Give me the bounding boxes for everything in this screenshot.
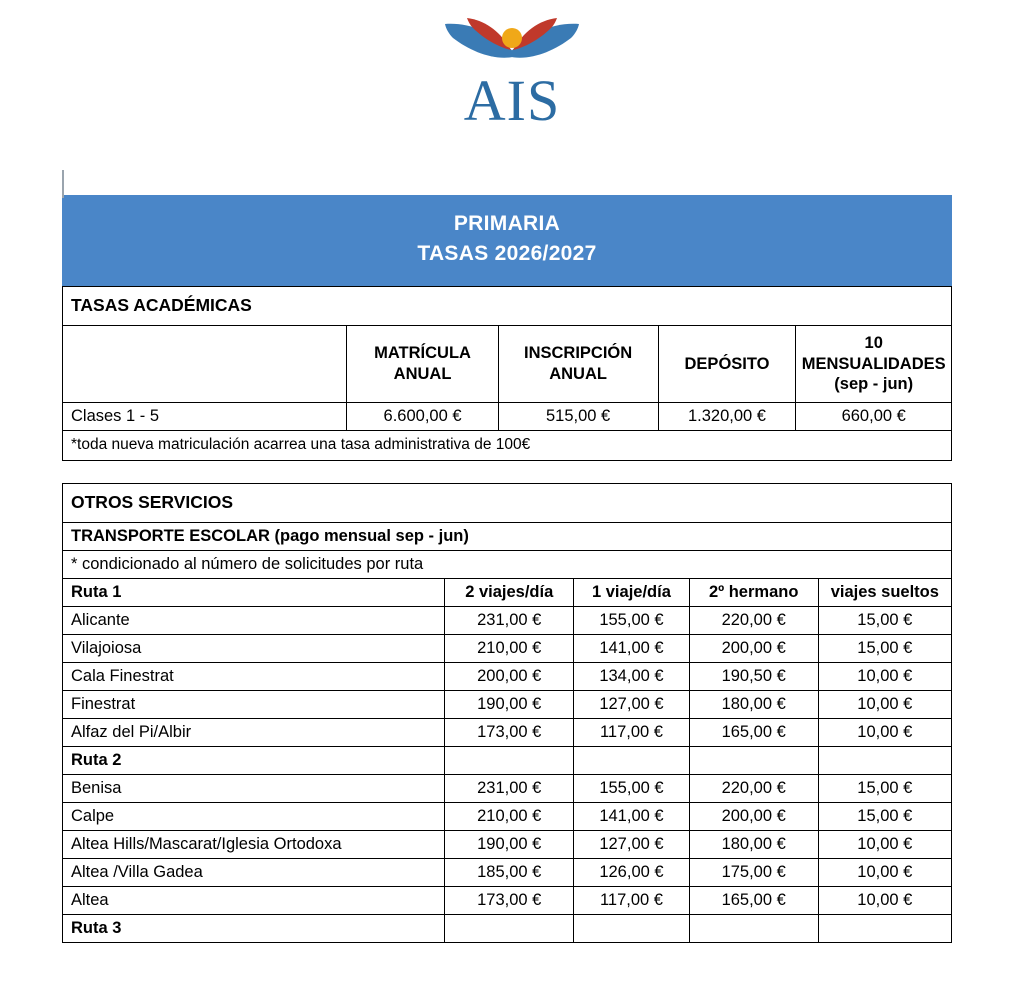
header-matricula-line1: MATRÍCULA xyxy=(374,344,471,363)
stop-price-sueltos: 15,00 € xyxy=(818,606,951,634)
stop-label: Benisa xyxy=(63,774,445,802)
route-header-row xyxy=(63,578,952,606)
document-content xyxy=(62,170,952,943)
banner-line-1: PRIMARIA xyxy=(453,212,561,235)
table-row xyxy=(63,774,952,802)
transport-note: * condicionado al número de solicitudes por ruta xyxy=(63,550,952,578)
stop-price-2viajes: 200,00 € xyxy=(445,662,574,690)
stop-price-hermano: 190,50 € xyxy=(689,662,818,690)
col-header-hermano: 2º hermano xyxy=(689,578,818,606)
col-header-sueltos: viajes sueltos xyxy=(818,578,951,606)
section-title-academicas: TASAS ACADÉMICAS xyxy=(63,286,952,325)
stop-price-sueltos: 15,00 € xyxy=(818,802,951,830)
stop-price-2viajes: 185,00 € xyxy=(445,858,574,886)
header-inscripcion-line1: INSCRIPCIÓN xyxy=(524,344,633,363)
section-title-servicios: OTROS SERVICIOS xyxy=(63,483,952,522)
stop-label: Vilajoiosa xyxy=(63,634,445,662)
stop-price-1viaje: 155,00 € xyxy=(574,606,690,634)
route-blank-cell xyxy=(574,914,690,942)
header-mensualidades-line3: (sep - jun) xyxy=(834,375,914,394)
stop-price-hermano: 220,00 € xyxy=(689,774,818,802)
stop-price-2viajes: 231,00 € xyxy=(445,606,574,634)
table-row xyxy=(63,286,952,325)
stop-price-2viajes: 173,00 € xyxy=(445,886,574,914)
cell-deposito: 1.320,00 € xyxy=(658,402,796,430)
stop-price-1viaje: 117,00 € xyxy=(574,886,690,914)
table-row xyxy=(63,402,952,430)
stop-price-1viaje: 155,00 € xyxy=(574,774,690,802)
table-row xyxy=(63,522,952,550)
stop-price-1viaje: 134,00 € xyxy=(574,662,690,690)
stop-price-2viajes: 231,00 € xyxy=(445,774,574,802)
stop-label: Alfaz del Pi/Albir xyxy=(63,718,445,746)
table-row xyxy=(63,662,952,690)
stop-price-1viaje: 117,00 € xyxy=(574,718,690,746)
cell-mensualidades: 660,00 € xyxy=(796,402,952,430)
stop-price-hermano: 180,00 € xyxy=(689,690,818,718)
note-academicas: *toda nueva matriculación acarrea una tasa administrativa de 100€ xyxy=(63,430,952,460)
stop-price-2viajes: 173,00 € xyxy=(445,718,574,746)
stop-price-sueltos: 10,00 € xyxy=(818,858,951,886)
stop-label: Altea /Villa Gadea xyxy=(63,858,445,886)
stop-price-2viajes: 210,00 € xyxy=(445,802,574,830)
banner-line-2: TASAS 2026/2027 xyxy=(417,242,597,266)
header-mensualidades-line1: 10 xyxy=(864,333,883,352)
route-name-2: Ruta 2 xyxy=(63,746,445,774)
table-row xyxy=(63,634,952,662)
stop-label: Finestrat xyxy=(63,690,445,718)
stop-price-sueltos: 10,00 € xyxy=(818,718,951,746)
stop-label: Calpe xyxy=(63,802,445,830)
header-inscripcion-line2: ANUAL xyxy=(549,364,607,383)
table-header-row xyxy=(63,325,952,402)
stop-price-hermano: 200,00 € xyxy=(689,802,818,830)
route-blank-cell xyxy=(818,914,951,942)
route-name-3: Ruta 3 xyxy=(63,914,445,942)
stop-price-sueltos: 10,00 € xyxy=(818,830,951,858)
stop-price-hermano: 175,00 € xyxy=(689,858,818,886)
table-row xyxy=(63,830,952,858)
stop-price-hermano: 180,00 € xyxy=(689,830,818,858)
route-header-row xyxy=(63,914,952,942)
title-banner xyxy=(62,195,952,286)
svg-text:AIS: AIS xyxy=(463,68,561,133)
stop-price-1viaje: 127,00 € xyxy=(574,690,690,718)
route-blank-cell xyxy=(689,914,818,942)
stop-price-hermano: 165,00 € xyxy=(689,886,818,914)
stop-price-1viaje: 127,00 € xyxy=(574,830,690,858)
margin-tick xyxy=(62,170,64,198)
stop-label: Altea xyxy=(63,886,445,914)
table-row xyxy=(63,858,952,886)
route-blank-cell xyxy=(818,746,951,774)
stop-label: Altea Hills/Mascarat/Iglesia Ortodoxa xyxy=(63,830,445,858)
stop-price-sueltos: 15,00 € xyxy=(818,634,951,662)
header-deposito: DEPÓSITO xyxy=(658,325,796,402)
stop-price-1viaje: 141,00 € xyxy=(574,634,690,662)
header-mensualidades xyxy=(796,325,952,402)
route-name-1: Ruta 1 xyxy=(63,578,445,606)
stop-price-1viaje: 126,00 € xyxy=(574,858,690,886)
stop-price-1viaje: 141,00 € xyxy=(574,802,690,830)
table-row xyxy=(63,483,952,522)
stop-label: Alicante xyxy=(63,606,445,634)
table-row xyxy=(63,550,952,578)
table-row xyxy=(63,430,952,460)
row-label-clases: Clases 1 - 5 xyxy=(63,402,347,430)
route-blank-cell xyxy=(689,746,818,774)
header-inscripcion xyxy=(498,325,658,402)
header-matricula xyxy=(347,325,498,402)
stop-price-sueltos: 15,00 € xyxy=(818,774,951,802)
header-blank xyxy=(63,325,347,402)
stop-price-hermano: 220,00 € xyxy=(689,606,818,634)
route-blank-cell xyxy=(445,914,574,942)
stop-price-2viajes: 190,00 € xyxy=(445,690,574,718)
table-row xyxy=(63,690,952,718)
header-matricula-line2: ANUAL xyxy=(393,364,452,383)
other-services-table xyxy=(62,483,952,943)
table-row xyxy=(63,718,952,746)
transport-title: TRANSPORTE ESCOLAR (pago mensual sep - jun) xyxy=(63,522,952,550)
col-header-1viaje: 1 viaje/día xyxy=(574,578,690,606)
table-row xyxy=(63,802,952,830)
route-blank-cell xyxy=(574,746,690,774)
stop-price-sueltos: 10,00 € xyxy=(818,662,951,690)
header-mensualidades-line2: MENSUALIDADES xyxy=(801,354,946,373)
ais-logo xyxy=(427,10,597,140)
stop-price-hermano: 165,00 € xyxy=(689,718,818,746)
stop-price-hermano: 200,00 € xyxy=(689,634,818,662)
stop-price-2viajes: 210,00 € xyxy=(445,634,574,662)
stop-price-sueltos: 10,00 € xyxy=(818,886,951,914)
academic-fees-table xyxy=(62,286,952,461)
logo-container xyxy=(0,0,1024,140)
cell-inscripcion: 515,00 € xyxy=(498,402,658,430)
table-row xyxy=(63,606,952,634)
cell-matricula: 6.600,00 € xyxy=(347,402,498,430)
table-row xyxy=(63,886,952,914)
stop-label: Cala Finestrat xyxy=(63,662,445,690)
col-header-2viajes: 2 viajes/día xyxy=(445,578,574,606)
stop-price-2viajes: 190,00 € xyxy=(445,830,574,858)
route-header-row xyxy=(63,746,952,774)
stop-price-sueltos: 10,00 € xyxy=(818,690,951,718)
route-blank-cell xyxy=(445,746,574,774)
